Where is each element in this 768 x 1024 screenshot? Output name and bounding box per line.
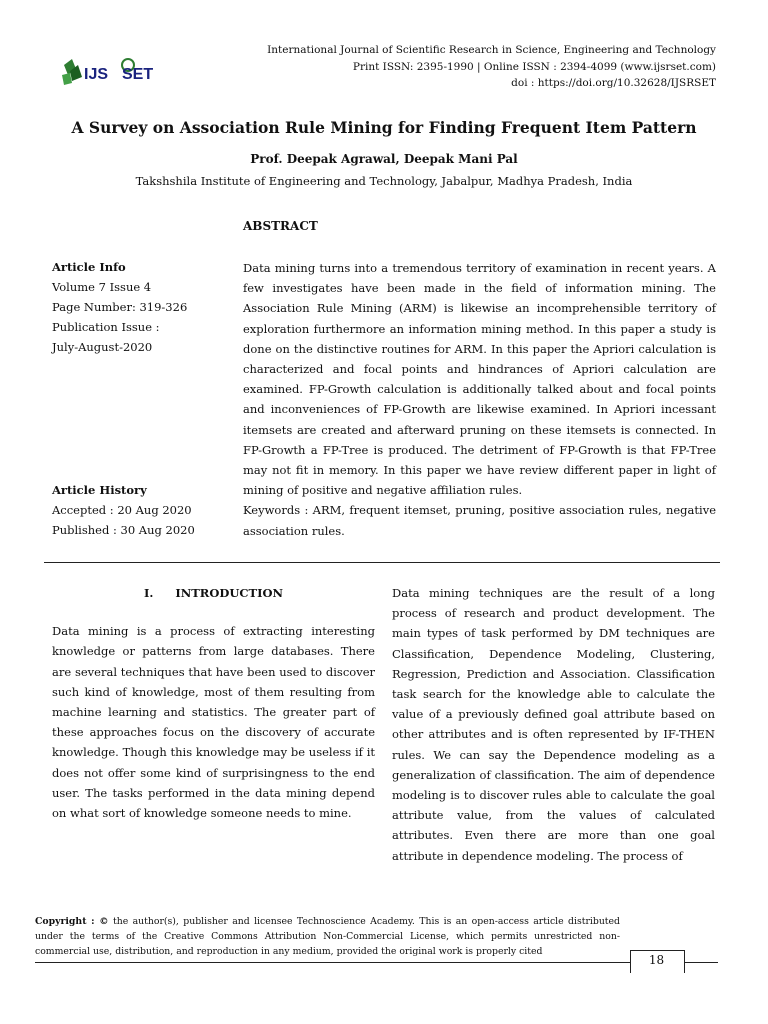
intro-title: INTRODUCTION — [175, 586, 284, 600]
intro-heading — [52, 583, 375, 603]
section-divider — [44, 562, 720, 563]
intro-number: I. — [143, 586, 154, 600]
paper-title: A Survey on Association Rule Mining for Finding Frequent Item Pattern — [71, 118, 697, 137]
article-info-heading: Article Info — [52, 260, 126, 274]
journal-header — [236, 42, 716, 92]
journal-issn: Print ISSN: 2395-1990 | Online ISSN : 2394-4099 (www.ijsrset.com) — [352, 60, 716, 73]
article-info — [52, 257, 232, 357]
intro-left-text: Data mining is a process of extracting interesting knowledge or patterns from large databases. There are several techniques that have been used to discover such kind of knowledge, most of them resulting from machine learning and statistics. The greater part of these approaches focus on the discovery of accurate knowledge. Though this knowledge may be useless if it does not offer some kind of surprisingness to the end user. The tasks performed in the data mining depend on what sort of knowledge someone needs to mine. — [52, 624, 375, 821]
abstract-heading: ABSTRACT — [243, 219, 318, 233]
abstract-text: Data mining turns into a tremendous territory of examination in recent years. A few investigates have been made in the field of information mining. The Association Rule Mining (ARM) is likewise an incomprehensible territory of exploration furthermore an information mining method. In this paper a study is done on the distinctive routines for ARM. In this paper the Apriori calculation is characterized and focal points and hindrances of Apriori calculation are examined. FP-Growth calculation is additionally talked about and focal points and inconveniences of FP-Growth are likewise examined. In Apriori incessant itemsets are created and afterward pruning on these itemsets is connected. In FP-Growth a FP-Tree is produced. The detriment of FP-Growth is that FP-Tree may not fit in memory. In this paper we have review different paper in light of mining of positive and negative affiliation rules. — [243, 261, 716, 498]
footer-line — [35, 962, 718, 963]
article-history-heading: Article History — [52, 483, 147, 497]
ijsrset-logo-icon — [62, 55, 162, 87]
intro-left-column — [52, 583, 375, 823]
svg-text:SET: SET — [122, 66, 154, 83]
journal-name: International Journal of Scientific Research in Science, Engineering and Technology — [267, 44, 716, 56]
published-date: Published : 30 Aug 2020 — [52, 523, 195, 537]
accepted-date: Accepted : 20 Aug 2020 — [52, 503, 192, 517]
copyright-label: Copyright : © — [35, 916, 109, 927]
journal-logo — [62, 55, 162, 87]
paper-authors: Prof. Deepak Agrawal, Deepak Mani Pal — [250, 152, 518, 166]
intro-right-text: Data mining techniques are the result of a long process of research and product development. The main types of task performed by DM techniques are Classification, Dependence Modeling, Clustering, Regression, Prediction and Association. Classification task search for the knowledge able to calculate the value of a previously defined goal attribute based on other attributes and is often represented by IF-THEN rules. We can say the Dependence modeling as a generalization of classification. The aim of dependence modeling is to discover rules able to calculate the goal attribute value, from the values of calculated attributes. Even there are more than one goal attribute in dependence modeling. The process of — [392, 586, 715, 863]
abstract-body — [243, 258, 716, 541]
journal-doi[interactable]: doi : https://doi.org/10.32628/IJSRSET — [511, 77, 716, 89]
publication-issue: July-August-2020 — [52, 340, 153, 354]
publication-issue-label: Publication Issue : — [52, 320, 160, 334]
article-pages: Page Number: 319-326 — [52, 300, 188, 314]
article-history — [52, 480, 232, 540]
paper-affiliation: Takshshila Institute of Engineering and Technology, Jabalpur, Madhya Pradesh, India — [135, 174, 633, 188]
keywords: Keywords : ARM, frequent itemset, pruning, positive association rules, negative association rules. — [243, 503, 716, 538]
article-volume: Volume 7 Issue 4 — [52, 280, 152, 294]
page-number: 18 — [648, 953, 665, 967]
copyright-text: the author(s), publisher and licensee Technoscience Academy. This is an open-access article distributed under the terms of the Creative Commons Attribution Non-Commercial License, which permits unrestricted non-commercial use, distribution, and reproduction in any medium, provided the original work is properly cited — [35, 916, 620, 957]
svg-text:IJS: IJS — [84, 66, 109, 83]
copyright-notice — [35, 914, 620, 959]
intro-right-column — [392, 583, 715, 866]
